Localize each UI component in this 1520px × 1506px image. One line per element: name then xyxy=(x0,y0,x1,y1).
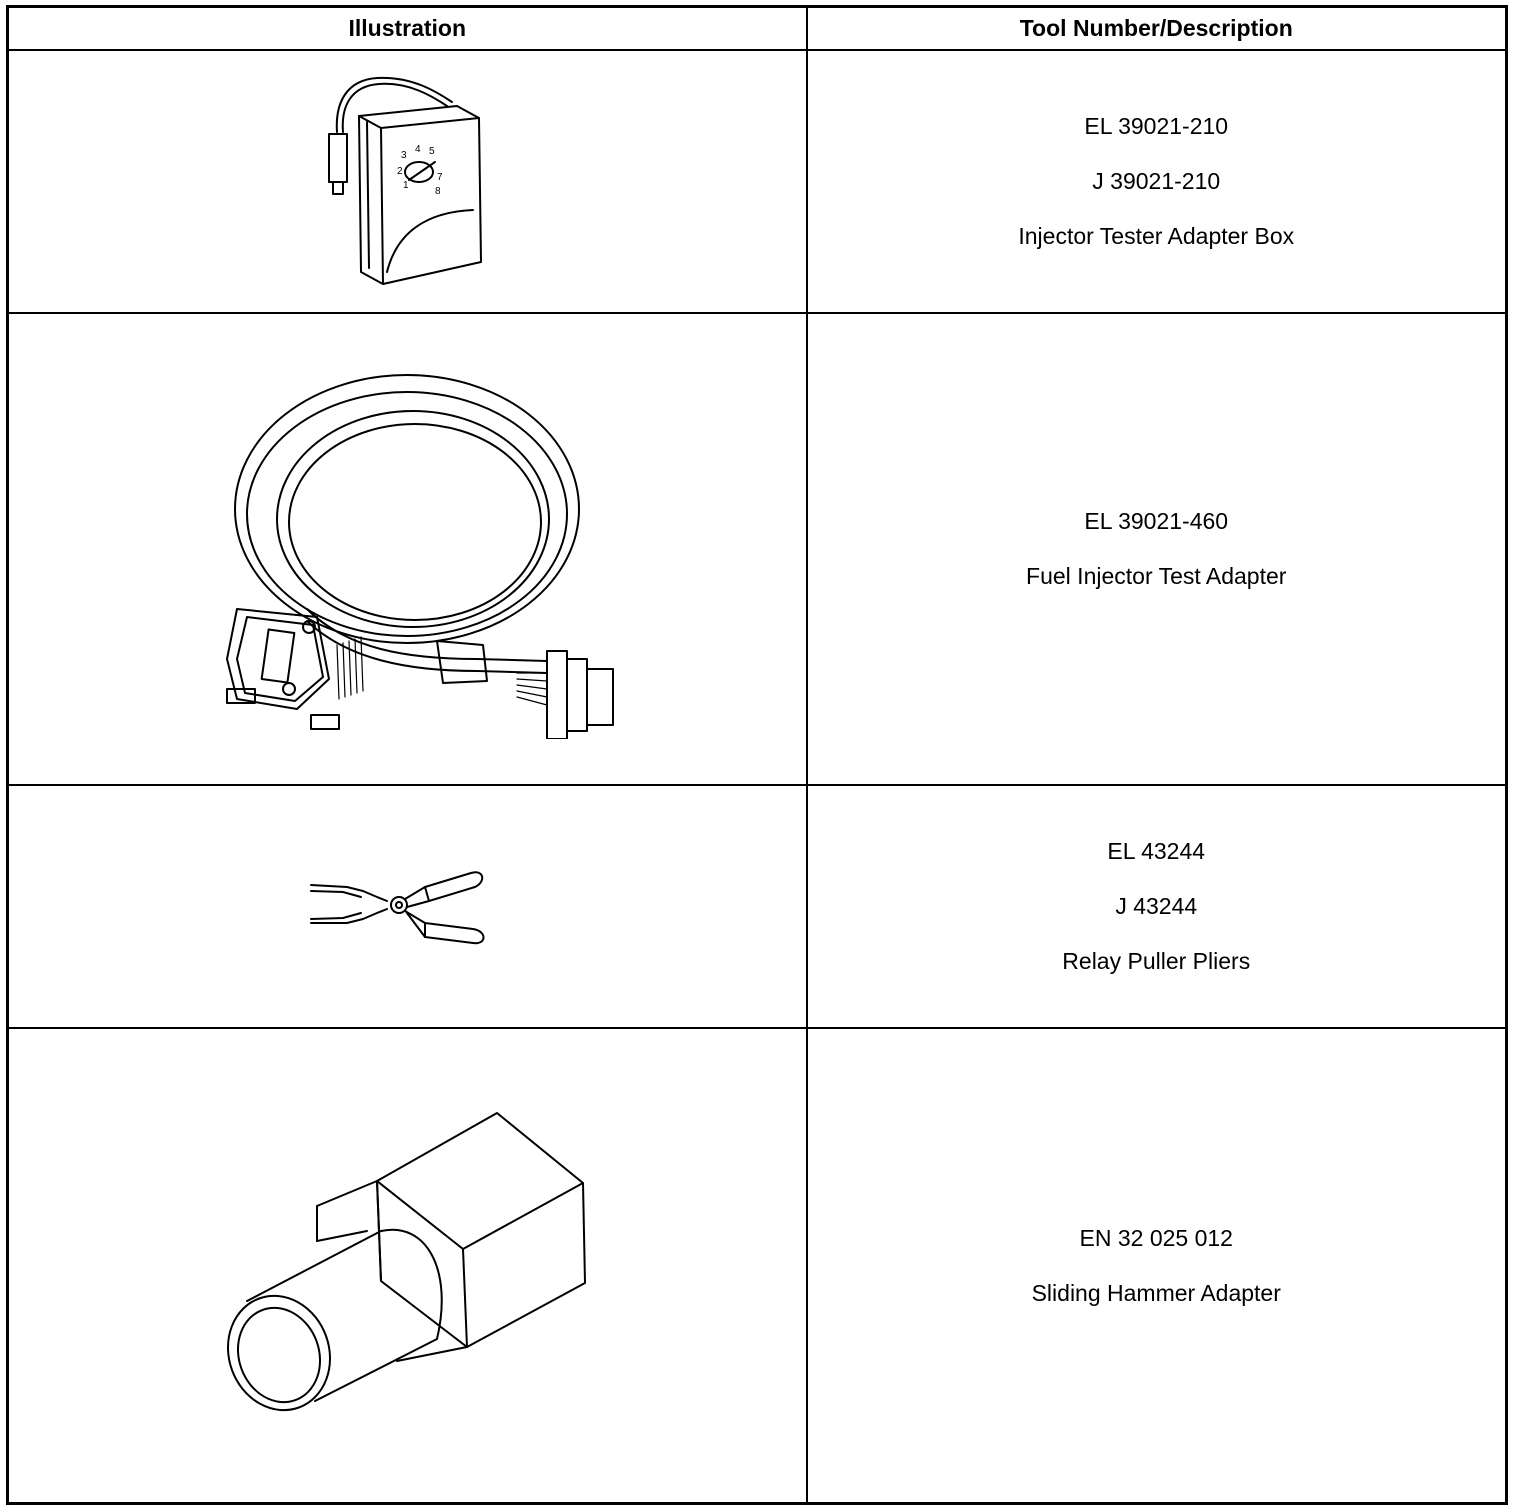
svg-text:1: 1 xyxy=(403,179,409,191)
svg-text:7: 7 xyxy=(437,171,443,183)
description-cell xyxy=(807,50,1507,313)
description-cell xyxy=(807,313,1507,785)
svg-text:2: 2 xyxy=(397,165,403,177)
illustration-cell xyxy=(8,1028,807,1504)
table-row xyxy=(8,785,1507,1028)
injector-tester-adapter-box-icon xyxy=(317,62,497,302)
fuel-injector-test-adapter-cable-icon xyxy=(187,359,627,739)
description-cell xyxy=(807,1028,1507,1504)
table-row xyxy=(8,50,1507,313)
tool-description: Sliding Hammer Adapter xyxy=(1031,1279,1281,1306)
header-tool-number-description: Tool Number/Description xyxy=(807,7,1507,51)
tool-description: Relay Puller Pliers xyxy=(1062,948,1251,974)
special-tools-table xyxy=(6,5,1508,1505)
sliding-hammer-adapter-icon xyxy=(217,1111,597,1421)
table-row xyxy=(8,313,1507,785)
illustration-cell xyxy=(8,313,807,785)
tool-number-el: EL 43244 xyxy=(1107,838,1206,864)
header-row xyxy=(8,7,1507,51)
description-cell xyxy=(807,785,1507,1028)
tool-number-el: EL 39021-210 xyxy=(1084,113,1229,139)
illustration-cell xyxy=(8,50,807,313)
tool-description: Fuel Injector Test Adapter xyxy=(1026,563,1287,589)
tool-description: Injector Tester Adapter Box xyxy=(1018,223,1295,249)
svg-text:5: 5 xyxy=(429,145,435,157)
svg-text:8: 8 xyxy=(435,185,441,197)
tool-number-j: J 39021-210 xyxy=(1092,168,1221,194)
relay-puller-pliers-icon xyxy=(307,857,507,957)
table-row xyxy=(8,1028,1507,1504)
svg-text:4: 4 xyxy=(415,143,421,155)
header-illustration: Illustration xyxy=(8,7,807,51)
svg-text:3: 3 xyxy=(401,149,407,161)
tool-number-en: EN 32 025 012 xyxy=(1079,1224,1233,1251)
illustration-cell xyxy=(8,785,807,1028)
tool-number-el: EL 39021-460 xyxy=(1084,508,1229,534)
tool-number-j: J 43244 xyxy=(1115,893,1198,919)
